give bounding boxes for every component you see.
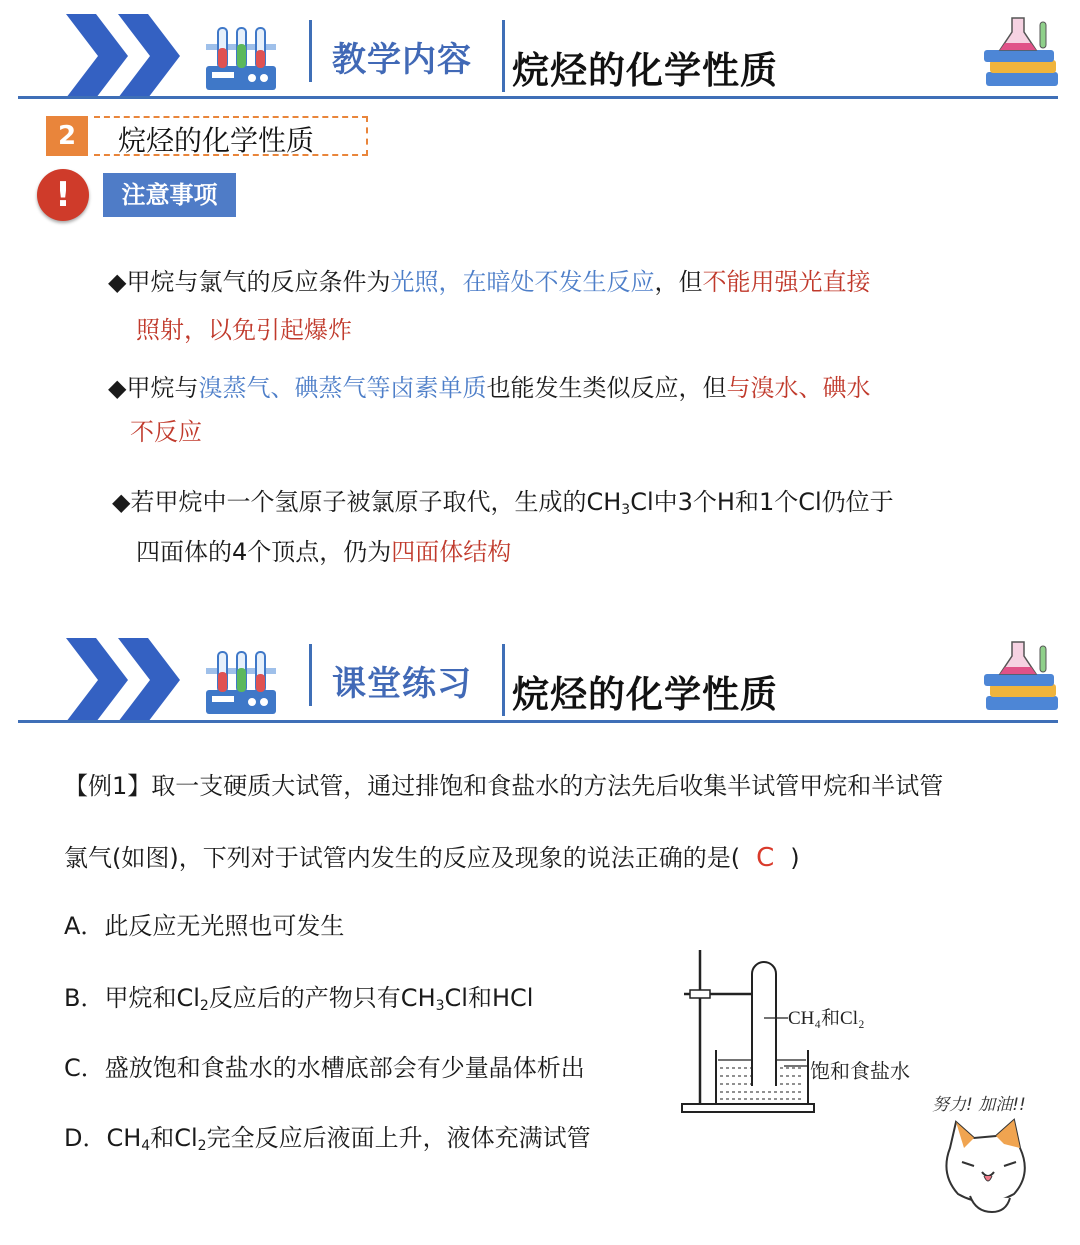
flask-books-icon bbox=[978, 14, 1064, 94]
header-divider bbox=[309, 644, 312, 706]
chevrons-icon bbox=[66, 14, 186, 98]
test-tube-rack-icon bbox=[200, 22, 282, 94]
section-label: 课堂练习 bbox=[332, 664, 472, 704]
header-underline bbox=[18, 720, 1058, 723]
note-bullet-1-cont: 照射，以免引起爆炸 bbox=[136, 316, 352, 344]
header-divider bbox=[309, 20, 312, 82]
section-header-2 bbox=[0, 624, 1080, 734]
diamond-icon: ◆ bbox=[108, 268, 127, 296]
header-divider bbox=[502, 644, 505, 716]
diamond-icon: ◆ bbox=[108, 374, 127, 402]
option-a: A．此反应无光照也可发生 bbox=[64, 912, 345, 940]
section-header-1 bbox=[0, 0, 1080, 110]
cheer-text: 努力! 加油!! bbox=[932, 1095, 1026, 1115]
water-label: 饱和食盐水 bbox=[810, 1059, 910, 1083]
header-underline bbox=[18, 96, 1058, 99]
note-bullet-3: ◆若甲烷中一个氢原子被氯原子取代，生成的$CH_3Cl$中3个H和1个Cl仍位于 bbox=[112, 488, 894, 518]
section-number: 2 bbox=[46, 116, 88, 156]
test-tube bbox=[752, 962, 776, 1086]
stand-base bbox=[682, 1104, 814, 1112]
cat-sticker-icon bbox=[940, 1114, 1032, 1216]
note-bullet-2: ◆甲烷与溴蒸气、碘蒸气等卤素单质也能发生类似反应，但与溴水、碘水 bbox=[108, 374, 871, 402]
subtitle: 烷烃的化学性质 bbox=[118, 124, 315, 157]
section-title: 烷烃的化学性质 bbox=[512, 49, 778, 92]
option-b: B．甲烷和$Cl_2$反应后的产物只有$CH_3Cl$和HCl bbox=[64, 984, 534, 1014]
note-bullet-3-cont: 四面体的4个顶点，仍为四面体结构 bbox=[136, 538, 512, 566]
warning-icon: ! bbox=[37, 169, 89, 221]
section-title: 烷烃的化学性质 bbox=[512, 673, 778, 716]
note-bullet-1: ◆甲烷与氯气的反应条件为光照，在暗处不发生反应，但不能用强光直接 bbox=[108, 268, 871, 296]
test-tube-rack-icon bbox=[200, 646, 282, 718]
option-c: C．盛放饱和食盐水的水槽底部会有少量晶体析出 bbox=[64, 1054, 585, 1082]
apparatus-diagram bbox=[676, 946, 936, 1121]
chevrons-icon bbox=[66, 638, 186, 722]
gas-label: CH₄和Cl₂ bbox=[788, 1008, 865, 1029]
question-stem-line-2: 氯气(如图)，下列对于试管内发生的反应及现象的说法正确的是( C ) bbox=[64, 843, 800, 873]
question-stem-line-1: 【例1】取一支硬质大试管，通过排饱和食盐水的方法先后收集半试管甲烷和半试管 bbox=[64, 772, 944, 800]
section-label: 教学内容 bbox=[332, 40, 472, 80]
answer: C bbox=[756, 843, 775, 873]
note-bullet-2-cont: 不反应 bbox=[130, 418, 202, 446]
diamond-icon: ◆ bbox=[112, 488, 131, 516]
notice-tag: 注意事项 bbox=[103, 173, 236, 217]
header-divider bbox=[502, 20, 505, 92]
option-d: D．$CH_4$和$Cl_2$完全反应后液面上升，液体充满试管 bbox=[64, 1124, 591, 1154]
flask-books-icon bbox=[978, 638, 1064, 718]
